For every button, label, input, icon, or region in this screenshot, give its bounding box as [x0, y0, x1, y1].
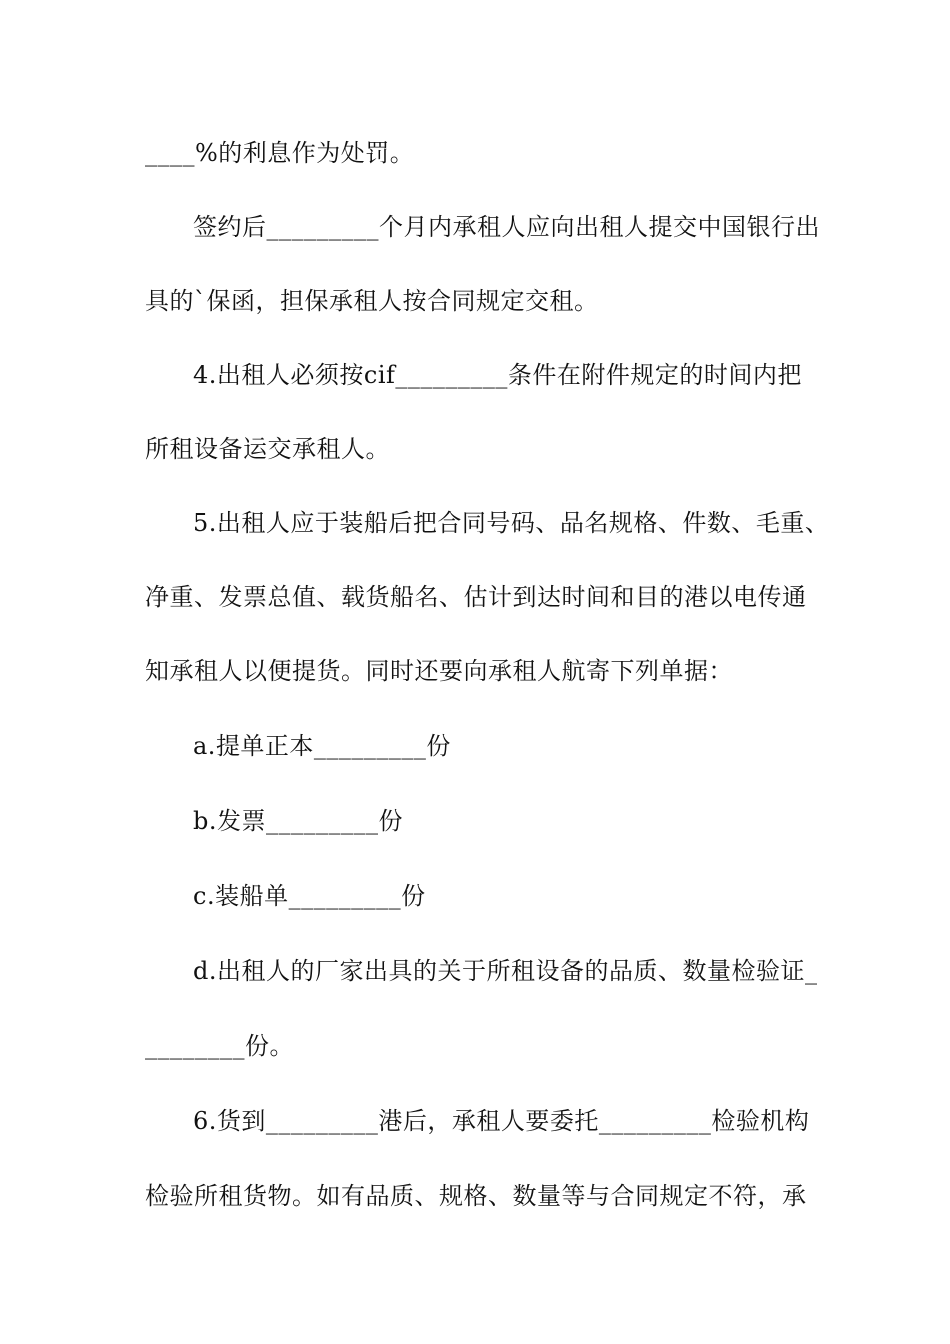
text-line: ________份。 — [145, 1032, 294, 1060]
text-line: 4.出租人必须按cif_________条件在附件规定的时间内把 — [193, 361, 802, 389]
text-line: ____%的利息作为处罚。 — [145, 139, 415, 167]
text-line: 知承租人以便提货。同时还要向承租人航寄下列单据： — [145, 657, 733, 685]
text-line: a.提单正本_________份 — [193, 732, 451, 760]
text-line: 6.货到_________港后，承租人要委托_________检验机构 — [193, 1107, 810, 1135]
text-line: 具的`保函，担保承租人按合同规定交租。 — [145, 287, 599, 315]
text-line: d.出租人的厂家出具的关于所租设备的品质、数量检验证_ — [193, 957, 818, 985]
text-line: c.装船单_________份 — [193, 882, 426, 910]
text-line: 所租设备运交承租人。 — [145, 435, 390, 463]
text-line: b.发票_________份 — [193, 807, 403, 835]
text-line: 净重、发票总值、载货船名、估计到达时间和目的港以电传通 — [145, 583, 807, 611]
text-line: 签约后_________个月内承租人应向出租人提交中国银行出 — [193, 213, 820, 241]
text-line: 检验所租货物。如有品质、规格、数量等与合同规定不符，承 — [145, 1182, 807, 1210]
text-line: 5.出租人应于装船后把合同号码、品名规格、件数、毛重、 — [193, 509, 830, 537]
